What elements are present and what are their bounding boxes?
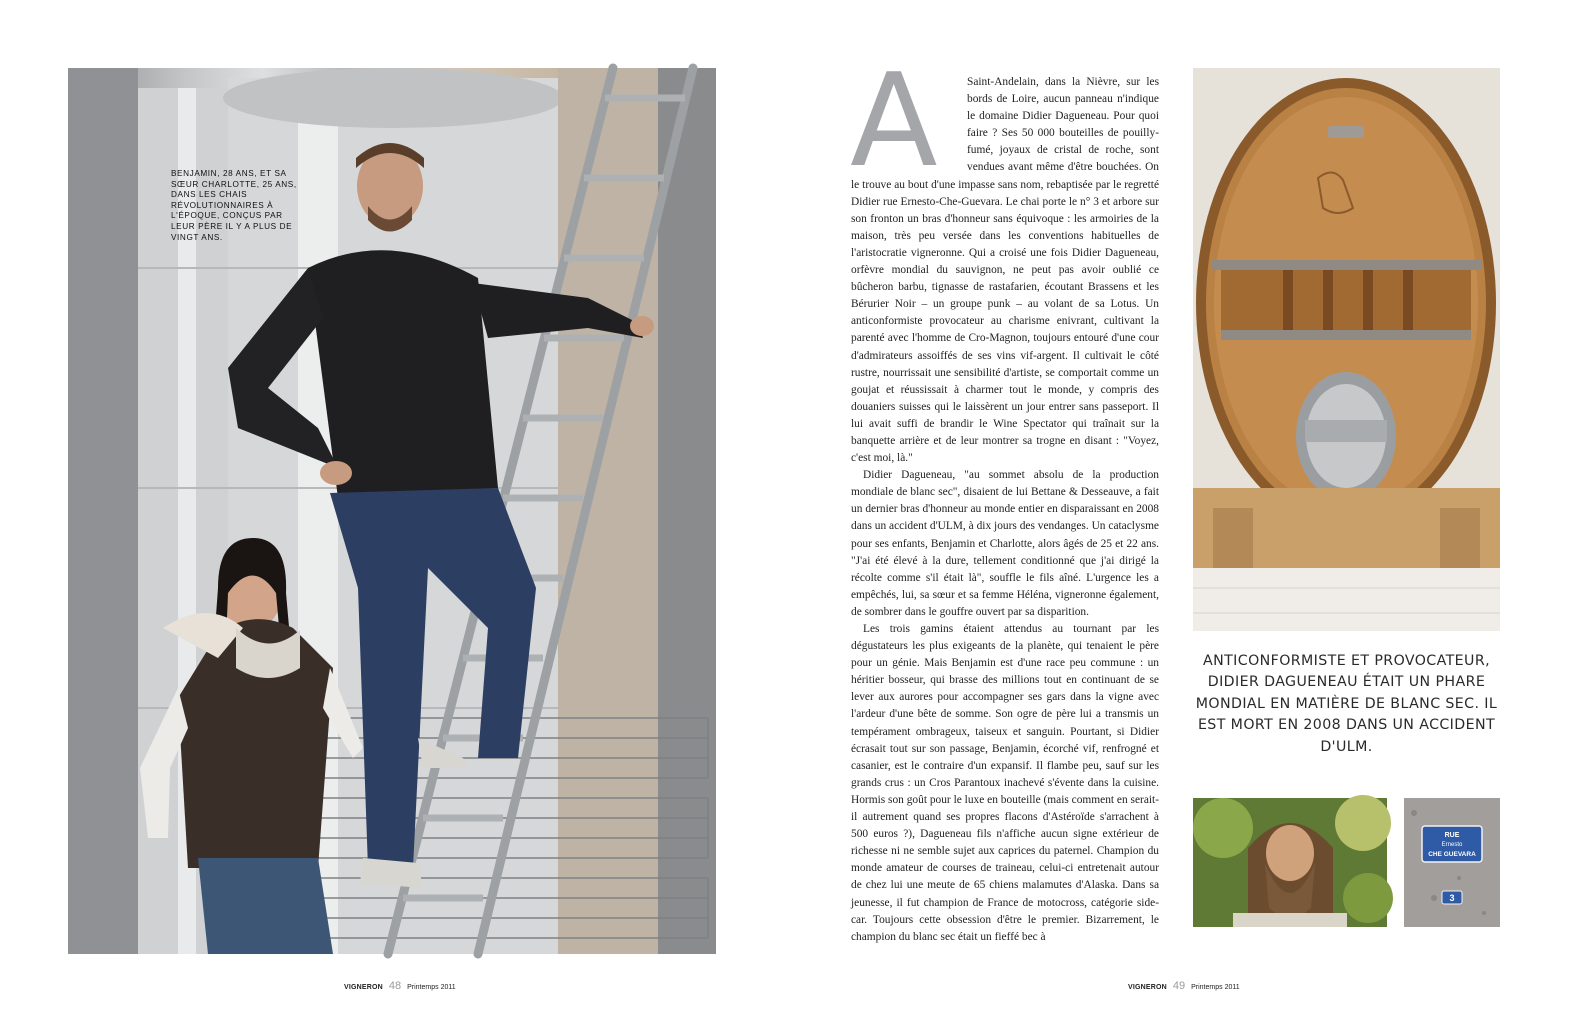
- cellar-scene-illustration: [68, 68, 716, 954]
- footer-magazine-name: VIGNERON: [1128, 984, 1167, 991]
- article-body: [851, 74, 1159, 943]
- photo-caption: BENJAMIN, 28 ANS, ET SA SŒUR CHARLOTTE, 25 ANS, DANS LES CHAIS RÉVOLUTIONNAIRES À L'ÉPOQUE, CONÇUS PAR LEUR PÈRE IL Y A PLUS DE VINGT ANS.: [171, 169, 297, 242]
- footer-issue: Printemps 2011: [1191, 984, 1240, 991]
- footer-page-number: 48: [388, 980, 402, 992]
- street-sign-photo: [1404, 798, 1500, 927]
- street-sign-number: 3: [1449, 893, 1455, 903]
- article-paragraph: Saint-Andelain, dans la Nièvre, sur les bords de Loire, aucun panneau n'indique le domaine Didier Dagueneau. Pour quoi faire ? Ses 50 000 bouteilles de pouilly-fumé, joyaux de cristal de roche, sont vendues avant même d'être bouchées. On le trouve au bout d'une impasse sans nom, rebaptisée par le regretté Didier rue Ernesto-Che-Guevara. Le chai porte le n° 3 et arbore sur son fronton un bras d'honneur sans équivoque : les armoiries de la maison, très peu versée dans les conventions habituelles de l'aristocratie vigneronne. Qui a croisé une fois Didier Dagueneau, orfèvre mondial du sauvignon, ne peut pas avoir oublié ce bûcheron barbu, tignasse de rastafarien, écoutant Brassens et les Bérurier Noir – un groupe punk – au volant de sa Lotus. Un anticonformiste provocateur au charisme enivrant, cultivant la parenté avec l'homme de Cro-Magnon, toujours entouré d'une cour d'admirateurs assoiffés de ses vins vif-argent. Il cultivait le côté rustre, nourrissait une sensibilité d'artiste, se comportait comme un goujat et réussissait à charmer tout le monde, y compris des douaniers suisses qui le laissèrent un jour entrer sans passeport. Il lui avait suffi de brandir le Wine Spectator qui traînait sur la banquette arrière et de leur montrer sa trogne en disant : "Voyez, c'est moi, là.": [851, 76, 1159, 465]
- footer-left: [344, 980, 456, 992]
- portrait-photo-didier: [1193, 798, 1387, 927]
- article-paragraph: Didier Dagueneau, "au sommet absolu de la production mondiale de blanc sec", disaient de lui Bettane & Desseauve, a fait un dernier bras d'honneur au monde entier en disparaissant en 2008 dans un accident d'ULM, à dix jours des vendanges. Un cataclysme pour ses enfants, Benjamin et Charlotte, alors âgés de 25 et 22 ans. "J'ai été élevé à la dure, tellement conditionné que j'ai dirigé la récolte comme s'il était là", souffle le fils aîné. L'urgence les a empêchés, lui, sa sœur et sa femme Héléna, vigneronne également, de sombrer dans le gouffre ouvert par sa disparition.: [851, 469, 1159, 618]
- footer-magazine-name: VIGNERON: [344, 984, 383, 991]
- street-sign-line-1: RUE: [1444, 832, 1460, 839]
- footer-right: [1128, 980, 1240, 992]
- drop-cap-space: [851, 74, 967, 175]
- barrel-photo: [1193, 68, 1500, 631]
- street-sign-line-3: CHE GUEVARA: [1428, 851, 1476, 858]
- footer-issue: Printemps 2011: [407, 984, 456, 991]
- street-sign-illustration: [1404, 798, 1500, 927]
- bearded-man-illustration: [1193, 798, 1387, 927]
- drop-cap: A: [850, 47, 938, 196]
- street-sign-line-2: Ernesto: [1441, 842, 1463, 848]
- wine-barrel-illustration: [1193, 68, 1500, 631]
- footer-page-number: 49: [1172, 980, 1186, 992]
- article-paragraph: Les trois gamins étaient attendus au tournant par les dégustateurs les plus exigeants de la planète, qui tenaient le père pour un génie. Mais Benjamin est d'une race peu commune : un héritier bosseur, qui brasse des millions tout en continuant de se lever aux aurores pour accompagner ses gars dans la vigne avec l'ardeur d'une bête de somme. Son ogre de père lui a transmis un tempérament ombrageux, taiseux et sanguin. Pourtant, si Didier écrasait tout sur son passage, Benjamin, écorché vif, renfrogné et casanier, est le contraire d'un expansif. Il flambe peu, sauf sur les grands crus : un Cros Parantoux inachevé s'évente dans la cuisine. Hormis son goût pour le luxe en bouteille (mais comment en serait-il autrement quand ses propres flacons d'Astéroïde s'arrachent à 500 euros ?), Dagueneau fils n'affiche aucun signe extérieur de richesse ni ne semble sujet aux caprices du paternel. Champion du monde amateur de courses de traineau, celui-ci entretenait autour de chez lui une meute de 65 chiens malamutes d'Alaska. Dans sa jeunesse, il fut champion de France de motocross, catégorie side-car. Toujours cette obsession d'être le premier. Bizarrement, le champion du blanc sec était un fieffé bec à: [851, 623, 1159, 943]
- pull-quote: ANTICONFORMISTE ET PROVOCATEUR, DIDIER DAGUENEAU ÉTAIT UN PHARE MONDIAL EN MATIÈRE DE BLANC SEC. IL EST MORT EN 2008 DANS UN ACCIDENT D'ULM.: [1195, 653, 1498, 755]
- main-photo-benjamin-charlotte: [68, 68, 716, 954]
